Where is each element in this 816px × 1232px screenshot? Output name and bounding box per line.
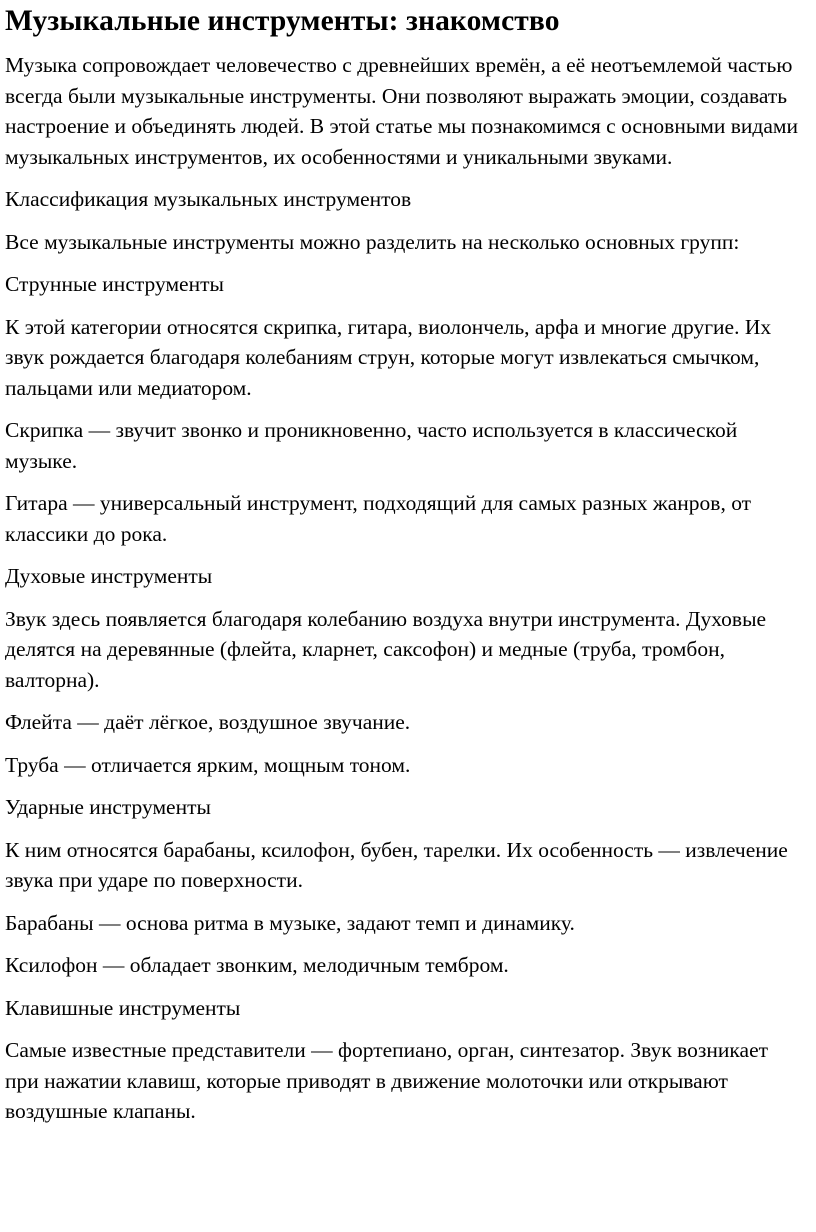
- section-heading-classification: Классификация музыкальных инструментов: [5, 187, 412, 211]
- section-heading-winds: Духовые инструменты: [5, 564, 213, 588]
- strings-paragraph: К этой категории относятся скрипка, гитара, виолончель, арфа и многие другие. Их звук рождается благодаря колебаниям струн, которые могут извлекаться смычком, пальцами или медиатором.: [5, 314, 772, 400]
- section-heading-percussion: Ударные инструменты: [5, 795, 211, 819]
- keyboards-paragraph: Самые известные представители — фортепиано, орган, синтезатор. Звук возникает при нажатии клавиш, которые приводят в движение молоточки или открывают воздушные клапаны.: [5, 1038, 769, 1123]
- xylophone-paragraph: Ксилофон — обладает звонким, мелодичным тембром.: [5, 953, 509, 977]
- intro-paragraph: Музыка сопровождает человечество с древнейших времён, а её неотъемлемой частью всегда были музыкальные инструменты. Они позволяют выражать эмоции, создавать настроение и объединять людей. В этой статье мы познакомимся с основными видами музыкальных инструментов, их особенностями и уникальными звуками.: [5, 53, 799, 169]
- percussion-paragraph: К ним относятся барабаны, ксилофон, бубен, тарелки. Их особенность — извлечение звука при ударе по поверхности.: [5, 837, 788, 892]
- page-title: Музыкальные инструменты: знакомство: [5, 5, 560, 37]
- drums-paragraph: Барабаны — основа ритма в музыке, задают темп и динамику.: [5, 910, 575, 935]
- trumpet-paragraph: Труба — отличается ярким, мощным тоном.: [5, 752, 411, 777]
- section-heading-keyboards: Клавишные инструменты: [5, 995, 241, 1020]
- winds-paragraph: Звук здесь появляется благодаря колебанию воздуха внутри инструмента. Духовые делятся на деревянные (флейта, кларнет, саксофон) и медные (труба, тромбон, валторна).: [5, 606, 767, 692]
- section-heading-strings: Струнные инструменты: [5, 272, 224, 296]
- flute-paragraph: Флейта — даёт лёгкое, воздушное звучание.: [5, 710, 411, 734]
- violin-paragraph: Скрипка — звучит звонко и проникновенно, часто используется в классической музыке.: [5, 418, 738, 473]
- guitar-paragraph: Гитара — универсальный инструмент, подходящий для самых разных жанров, от классики до рока.: [5, 491, 752, 546]
- classification-paragraph: Все музыкальные инструменты можно разделить на несколько основных групп:: [5, 229, 740, 254]
